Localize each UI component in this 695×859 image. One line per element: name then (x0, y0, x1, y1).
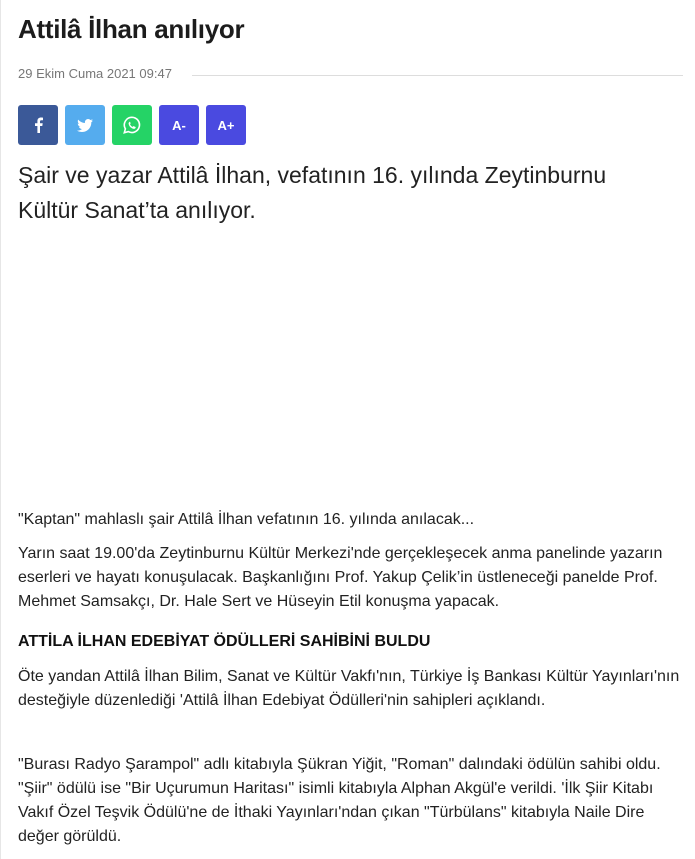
article-paragraph: "Burası Radyo Şarampol" adlı kitabıyla Şükran Yiğit, "Roman" dalındaki ödülün sahibi oldu. "Şiir" ödülü ise "Bir Uçurumun Haritası" isimli kitabıyla Alphan Akgül'e verildi. 'İlk Şiir Kitabı Vakıf Özel Teşvik Ödülü'ne de İthaki Yayınları'ndan çıkan "Türbülans" kitabıyla Naile Dire değer görüldü. (18, 756, 661, 845)
font-increase-button[interactable]: A+ (206, 105, 246, 145)
whatsapp-share-button[interactable] (112, 105, 152, 145)
article-lead: Şair ve yazar Attilâ İlhan, vefatının 16. yılında Zeytinburnu Kültür Sanat’ta anılıyor. (18, 162, 607, 223)
left-border (0, 0, 1, 859)
facebook-icon (34, 117, 43, 133)
article-subheading: ATTİLA İLHAN EDEBİYAT ÖDÜLLERİ SAHİBİNİ BULDU (18, 633, 431, 650)
publish-date: 29 Ekim Cuma 2021 09:47 (18, 66, 172, 81)
article-paragraph: "Kaptan" mahlaslı şair Attilâ İlhan vefatının 16. yılında anılacak... (18, 511, 475, 528)
article-paragraph: Yarın saat 19.00'da Zeytinburnu Kültür Merkezi'nde gerçekleşecek anma panelinde yazarın eserleri ve hayatı konuşulacak. Başkanlığını Prof. Yakup Çelik’in üstleneceği panelde Prof. Mehmet Samsakçı, Dr. Hale Sert ve Hüseyin Etil konuşma yapacak. (18, 545, 663, 610)
font-decrease-button[interactable]: A- (159, 105, 199, 145)
meta-divider (192, 75, 683, 76)
whatsapp-icon (123, 116, 141, 134)
article-paragraph: Öte yandan Attilâ İlhan Bilim, Sanat ve Kültür Vakfı'nın, Türkiye İş Bankası Kültür Yayınları'nın desteğiyle düzenlediği 'Attilâ İlhan Edebiyat Ödülleri'nin sahipleri açıklandı. (18, 668, 680, 709)
facebook-share-button[interactable] (18, 105, 58, 145)
twitter-share-button[interactable] (65, 105, 105, 145)
twitter-icon (77, 119, 93, 132)
article-title: Attilâ İlhan anılıyor (18, 14, 245, 44)
ad-placeholder (18, 240, 678, 495)
article-meta (18, 66, 683, 84)
